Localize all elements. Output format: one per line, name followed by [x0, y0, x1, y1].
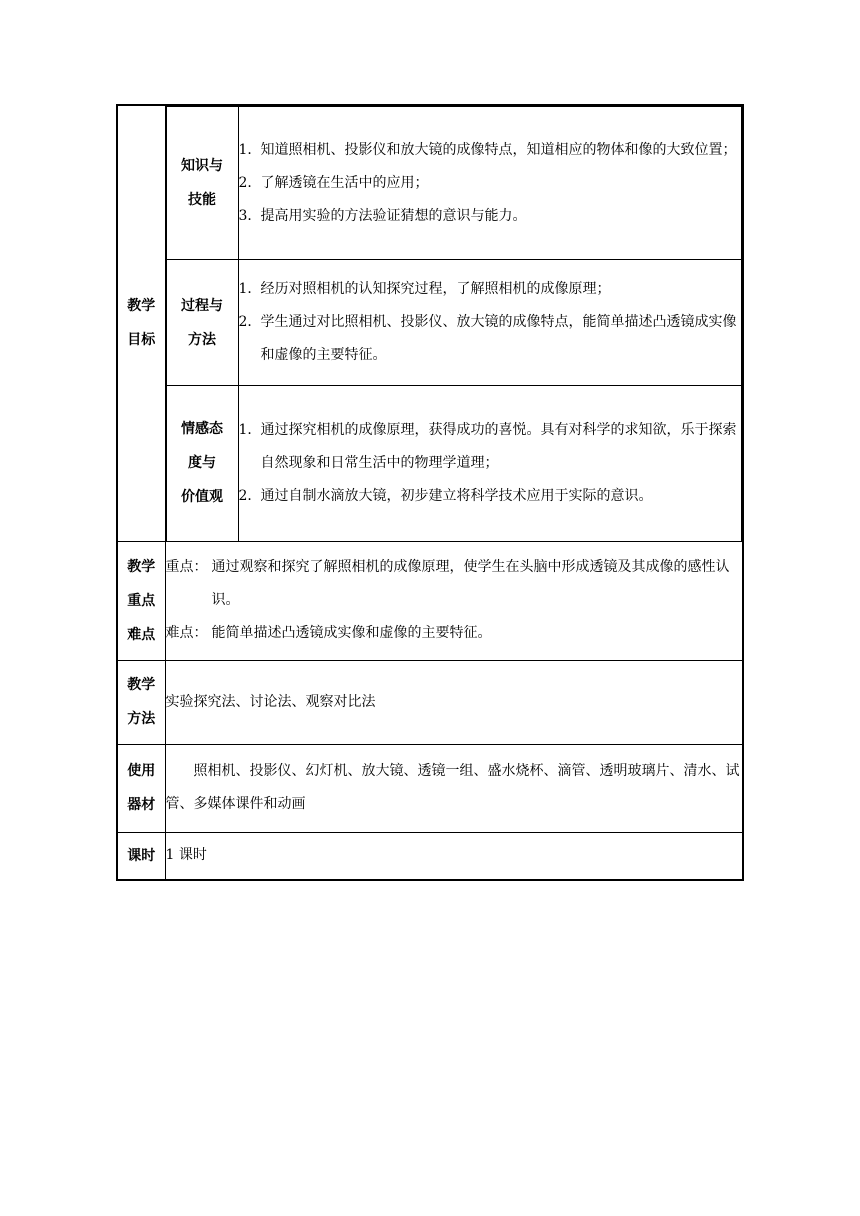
section-label-line: 技能	[188, 192, 216, 208]
section-knowledge-skills	[166, 107, 742, 260]
methods-header	[117, 660, 165, 744]
objectives-subtable	[166, 106, 743, 541]
section-items	[238, 386, 742, 541]
section-label-line: 度与	[188, 455, 216, 472]
materials-body	[165, 744, 743, 832]
section-label-line: 方法	[188, 331, 216, 348]
difficulty-text: 能简单描述凸透镜成实像和虚像的主要特征。	[211, 625, 492, 641]
item-number: 2．	[238, 487, 262, 504]
list-item	[239, 167, 742, 200]
section-label	[166, 107, 238, 260]
section-label	[166, 386, 238, 541]
item-text: 通过自制水滴放大镜，初步建立将科学技术应用于实际的意识。	[260, 487, 653, 504]
difficulty-label: 难点：	[165, 625, 208, 641]
lesson-plan-table	[116, 104, 744, 881]
item-text: 学生通过对比照相机、投影仪、放大镜的成像特点，能简单描述凸透镜成实像和虚像的主要特征。	[260, 314, 737, 363]
objectives-row	[117, 105, 743, 541]
lesson-plan-sheet	[116, 104, 742, 881]
methods-text: 实验探究法、讨论法、观察对比法	[165, 660, 743, 744]
hours-header	[117, 832, 165, 880]
section-label-line: 情感态	[181, 421, 223, 438]
methods-label-line: 教学	[127, 677, 156, 693]
list-item	[239, 480, 742, 513]
key-points-header	[117, 541, 165, 660]
key-points-row	[117, 541, 743, 660]
item-number: 1．	[238, 141, 262, 158]
objectives-header	[117, 105, 165, 541]
list-item	[239, 414, 742, 480]
methods-row	[117, 660, 743, 744]
section-label-line: 过程与	[181, 297, 223, 314]
objectives-label-line: 教学	[127, 298, 156, 315]
materials-label-line: 使用	[127, 763, 156, 779]
list-item	[239, 134, 742, 167]
item-text: 经历对照相机的认知探究过程，了解照相机的成像原理；	[260, 281, 611, 297]
hours-row	[117, 832, 743, 880]
section-label	[166, 260, 238, 386]
focus-point	[166, 551, 743, 617]
key-points-label-line: 重点	[127, 592, 156, 609]
methods-label-line: 方法	[127, 711, 156, 727]
section-label-line: 知识与	[181, 158, 223, 174]
key-points-body	[165, 541, 743, 660]
section-items	[238, 107, 742, 260]
hours-label: 课时	[127, 847, 156, 864]
item-text: 提高用实验的方法验证猜想的意识与能力。	[260, 207, 527, 224]
item-number: 3．	[238, 207, 262, 224]
hours-text: 1 课时	[165, 832, 743, 880]
list-item	[239, 273, 742, 306]
item-number: 2．	[238, 174, 262, 191]
section-process-method	[166, 260, 742, 386]
key-points-label-line: 教学	[127, 558, 156, 575]
item-text: 知道照相机、投影仪和放大镜的成像特点，知道相应的物体和像的大致位置；	[260, 141, 737, 158]
materials-text: 照相机、投影仪、幻灯机、放大镜、透镜一组、盛水烧杯、滴管、透明玻璃片、清水、试管、多媒体课件和动画	[165, 763, 740, 812]
list-item	[239, 306, 742, 372]
section-label-line: 价值观	[181, 489, 223, 506]
section-emotion-values	[166, 386, 742, 541]
list-item	[239, 200, 742, 233]
focus-label: 重点：	[165, 559, 208, 575]
item-text: 了解透镜在生活中的应用；	[260, 174, 429, 191]
section-items	[238, 260, 742, 386]
materials-header	[117, 744, 165, 832]
materials-row	[117, 744, 743, 832]
item-number: 1．	[238, 421, 262, 438]
materials-label-line: 器材	[127, 797, 156, 813]
item-number: 1．	[238, 281, 262, 297]
item-number: 2．	[238, 314, 262, 330]
difficulty-point	[166, 617, 743, 650]
item-text: 通过探究相机的成像原理，获得成功的喜悦。具有对科学的求知欲，乐于探索自然现象和日常生活中的物理学道理；	[260, 421, 737, 471]
objectives-body	[165, 105, 743, 541]
focus-text: 通过观察和探究了解照相机的成像原理，使学生在头脑中形成透镜及其成像的感性认识。	[211, 559, 730, 608]
key-points-label-line: 难点	[127, 626, 156, 643]
objectives-label-line: 目标	[127, 332, 156, 349]
